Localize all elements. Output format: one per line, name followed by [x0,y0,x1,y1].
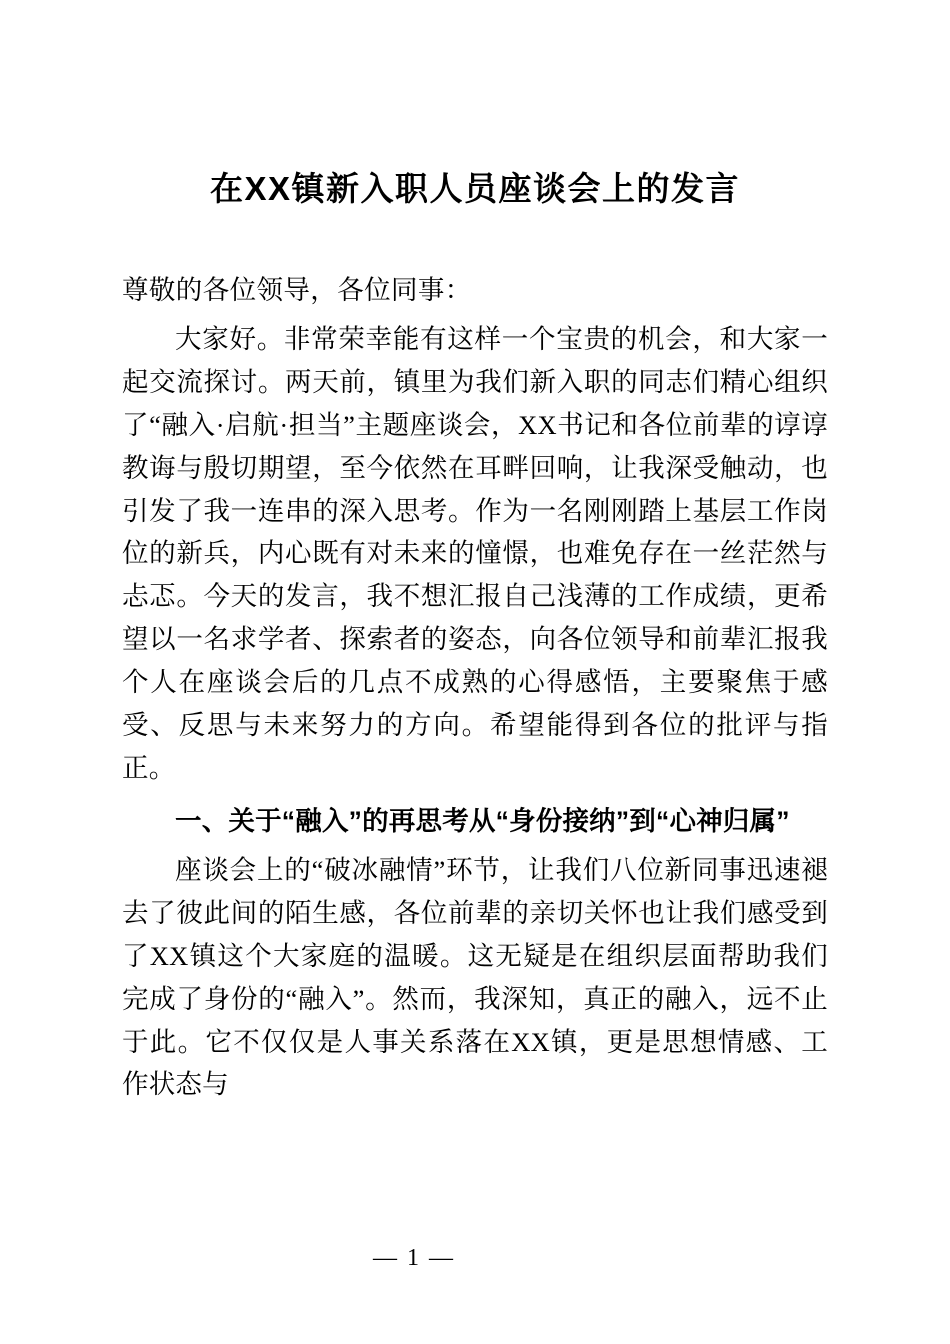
salutation-line: 尊敬的各位领导，各位同事： [122,274,472,305]
page-footer [0,1245,950,1272]
body-paragraph-1: 大家好。非常荣幸能有这样一个宝贵的机会，和大家一起交流探讨。两天前，镇里为我们新入职的同志们精心组织了“融入·启航·担当”主题座谈会，XX书记和各位前辈的谆谆教诲与殷切期望，至今依然在耳畔回响，让我深受触动，也引发了我一连串的深入思考。作为一名刚刚踏上基层工作岗位的新兵，内心既有对未来的憧憬，也难免存在一丝茫然与忐忑。今天的发言，我不想汇报自己浅薄的工作成绩，更希望以一名求学者、探索者的姿态，向各位领导和前辈汇报我个人在座谈会后的几点不成熟的心得感悟，主要聚焦于感受、反思与未来努力的方向。希望能得到各位的批评与指正。 [122,323,828,784]
page-title: 在XX镇新入职人员座谈会上的发言 [209,170,741,207]
section-heading-1: 一、关于“融入”的再思考从“身份接纳”到“心神归属” [175,805,790,836]
section-1-paragraph-1: 座谈会上的“破冰融情”环节，让我们八位新同事迅速褪去了彼此间的陌生感，各位前辈的亲切关怀也让我们感受到了XX镇这个大家庭的温暖。这无疑是在组织层面帮助我们完成了身份的“融入”。然而，我深知，真正的融入，远不止于此。它不仅仅是人事关系落在XX镇，更是思想情感、工作状态与 [122,854,828,1100]
page-number: — 1 — [373,1245,455,1271]
